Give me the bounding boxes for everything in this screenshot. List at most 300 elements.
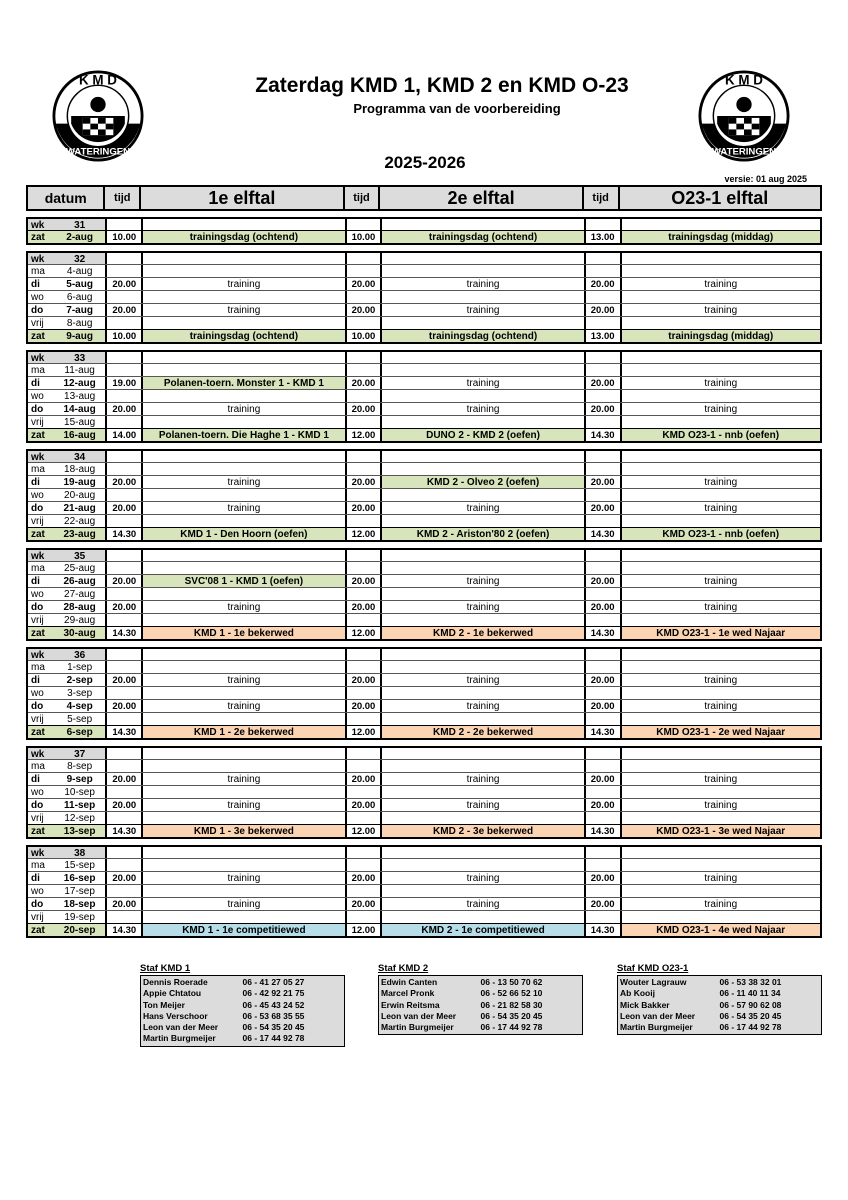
staff-name: Marcel Pronk <box>381 988 435 999</box>
time-cell-3: 13.00 <box>584 231 620 243</box>
time-cell-1: 14.30 <box>105 726 141 738</box>
event-cell-2 <box>380 390 583 402</box>
date-cell: 26-aug <box>63 576 96 587</box>
time-cell-3 <box>584 687 620 699</box>
svg-text:WATERINGEN: WATERINGEN <box>711 146 777 158</box>
event-cell-3: training <box>620 403 820 415</box>
event-cell-1: KMD 1 - 2e bekerwed <box>141 726 344 738</box>
event-cell-1: training <box>141 773 344 785</box>
header-tijd-3: tijd <box>584 187 620 209</box>
date-cell: 13-sep <box>54 825 106 837</box>
svg-text:K M D: K M D <box>725 72 763 88</box>
week-label: wk <box>28 451 54 462</box>
staff-title: Staf KMD 2 <box>378 963 429 974</box>
time-cell-2 <box>345 317 381 329</box>
event-cell-2 <box>380 291 583 303</box>
day-cell: ma <box>31 563 45 574</box>
staff-phone: 06 - 54 35 20 45 <box>242 1022 305 1033</box>
schedule-row <box>28 587 820 600</box>
date-cell: 21-aug <box>63 503 96 514</box>
day-cell: wo <box>31 391 44 402</box>
event-cell-1: training <box>141 278 344 290</box>
staff-member <box>143 1000 342 1011</box>
staff-name: Leon van der Meer <box>143 1022 219 1033</box>
time-cell-3: 14.30 <box>584 924 620 936</box>
time-cell-2 <box>345 687 381 699</box>
time-cell-1 <box>105 760 141 772</box>
schedule-row <box>28 858 820 871</box>
time-cell-3 <box>584 885 620 897</box>
date-cell: 11-aug <box>64 365 95 376</box>
schedule-row <box>28 303 820 316</box>
date-cell: 15-sep <box>64 860 95 871</box>
time-cell-1 <box>105 416 141 428</box>
date-cell: 20-aug <box>64 490 96 501</box>
event-cell-3: training <box>620 278 820 290</box>
event-cell-3: trainingsdag (middag) <box>620 330 820 342</box>
time-cell-1: 20.00 <box>105 898 141 910</box>
date-cell: 4-sep <box>66 701 93 712</box>
time-cell-2: 20.00 <box>345 575 381 587</box>
week-label: wk <box>28 748 54 759</box>
time-cell-2 <box>345 416 381 428</box>
schedule-row <box>28 389 820 402</box>
event-cell-3: training <box>620 872 820 884</box>
event-cell-2: training <box>380 304 583 316</box>
event-cell-3: training <box>620 502 820 514</box>
time-cell-1 <box>105 713 141 725</box>
date-cell: 23-aug <box>54 528 106 540</box>
staff-member <box>620 1000 819 1011</box>
event-cell-2: trainingsdag (ochtend) <box>380 330 583 342</box>
staff-phone: 06 - 11 40 11 34 <box>719 988 781 999</box>
week-number: 33 <box>54 352 106 363</box>
time-cell-1: 20.00 <box>105 304 141 316</box>
event-cell-3 <box>620 614 820 626</box>
time-cell-1: 20.00 <box>105 773 141 785</box>
week-row <box>28 746 820 759</box>
event-cell-2: KMD 2 - 3e bekerwed <box>380 825 583 837</box>
time-cell-1: 20.00 <box>105 872 141 884</box>
event-cell-1: KMD 1 - Den Hoorn (oefen) <box>141 528 344 540</box>
schedule-row <box>28 290 820 303</box>
schedule-row <box>28 772 820 785</box>
schedule-row <box>28 561 820 574</box>
day-cell: ma <box>31 761 45 772</box>
time-cell-2: 20.00 <box>345 700 381 712</box>
day-cell: zat <box>28 726 54 738</box>
date-cell: 4-aug <box>66 266 93 277</box>
time-cell-1: 10.00 <box>105 330 141 342</box>
time-cell-2: 20.00 <box>345 601 381 613</box>
week-block <box>26 217 822 245</box>
date-cell: 7-aug <box>66 305 93 316</box>
event-cell-1 <box>141 317 344 329</box>
schedule-row <box>28 488 820 501</box>
time-cell-1 <box>105 786 141 798</box>
staff-phone: 06 - 17 44 92 78 <box>719 1022 782 1033</box>
day-cell: do <box>31 800 44 811</box>
event-cell-3: KMD O23-1 - nnb (oefen) <box>620 429 820 441</box>
time-cell-3: 20.00 <box>584 700 620 712</box>
day-cell: di <box>31 477 40 488</box>
date-cell: 16-sep <box>63 873 96 884</box>
time-cell-3: 13.00 <box>584 330 620 342</box>
staff-phone: 06 - 53 68 35 55 <box>242 1010 305 1021</box>
time-cell-2 <box>345 614 381 626</box>
time-cell-1: 19.00 <box>105 377 141 389</box>
day-cell: ma <box>31 662 45 673</box>
time-cell-3: 20.00 <box>584 476 620 488</box>
header-team-3: O23-1 elftal <box>671 187 769 208</box>
date-cell: 10-sep <box>64 787 95 798</box>
event-cell-2: DUNO 2 - KMD 2 (oefen) <box>380 429 583 441</box>
event-cell-1: training <box>141 898 344 910</box>
time-cell-3: 20.00 <box>584 674 620 686</box>
week-block <box>26 746 822 839</box>
week-label: wk <box>28 550 54 561</box>
staff-phone: 06 - 42 92 21 75 <box>242 988 305 999</box>
time-cell-2 <box>345 390 381 402</box>
event-cell-2: training <box>380 898 583 910</box>
time-cell-2 <box>345 885 381 897</box>
staff-name: Leon van der Meer <box>381 1010 457 1021</box>
day-cell: vrij <box>31 714 44 725</box>
day-cell: wo <box>31 292 44 303</box>
schedule-row <box>28 923 820 936</box>
time-cell-3 <box>584 489 620 501</box>
event-cell-3 <box>620 760 820 772</box>
time-cell-3: 14.30 <box>584 429 620 441</box>
event-cell-3: training <box>620 377 820 389</box>
time-cell-3: 20.00 <box>584 898 620 910</box>
event-cell-3 <box>620 911 820 923</box>
weeks-container <box>26 217 822 938</box>
day-cell: ma <box>31 860 45 871</box>
date-cell: 27-aug <box>64 589 96 600</box>
date-cell: 9-sep <box>66 774 93 785</box>
date-cell: 18-sep <box>63 899 96 910</box>
week-block <box>26 350 822 443</box>
staff-member <box>620 1011 819 1022</box>
event-cell-2: training <box>380 403 583 415</box>
staff-block <box>378 963 583 1035</box>
time-cell-1 <box>105 291 141 303</box>
schedule-row <box>28 363 820 376</box>
staff-name: Hans Verschoor <box>143 1010 208 1021</box>
schedule-row <box>28 798 820 811</box>
schedule-row <box>28 660 820 673</box>
staff-name: Leon van der Meer <box>620 1010 696 1021</box>
schedule-row <box>28 897 820 910</box>
schedule-row <box>28 264 820 277</box>
event-cell-3 <box>620 687 820 699</box>
staff-phone: 06 - 57 90 62 08 <box>719 999 782 1010</box>
event-cell-2: training <box>380 502 583 514</box>
event-cell-2: KMD 2 - Olveo 2 (oefen) <box>380 476 583 488</box>
schedule-row <box>28 329 820 342</box>
event-cell-1: SVC'08 1 - KMD 1 (oefen) <box>141 575 344 587</box>
day-cell: wo <box>31 589 44 600</box>
event-cell-3 <box>620 859 820 871</box>
week-label: wk <box>28 219 54 230</box>
day-cell: wo <box>31 787 44 798</box>
week-label: wk <box>28 253 54 264</box>
time-cell-3 <box>584 661 620 673</box>
time-cell-1: 20.00 <box>105 700 141 712</box>
event-cell-2 <box>380 463 583 475</box>
date-cell: 18-aug <box>64 464 96 475</box>
event-cell-1 <box>141 661 344 673</box>
time-cell-1: 14.30 <box>105 924 141 936</box>
time-cell-2: 20.00 <box>345 799 381 811</box>
event-cell-2: training <box>380 700 583 712</box>
schedule-row <box>28 712 820 725</box>
week-label: wk <box>28 847 54 858</box>
time-cell-2: 12.00 <box>345 825 381 837</box>
event-cell-2 <box>380 661 583 673</box>
time-cell-1 <box>105 614 141 626</box>
schedule-row <box>28 514 820 527</box>
staff-phone: 06 - 21 82 58 30 <box>480 999 543 1010</box>
schedule-row <box>28 230 820 243</box>
time-cell-2: 12.00 <box>345 726 381 738</box>
schedule-row <box>28 824 820 837</box>
time-cell-1: 14.30 <box>105 627 141 639</box>
version-label: versie: 01 aug 2025 <box>724 174 807 184</box>
week-row <box>28 845 820 858</box>
header-team-2: 2e elftal <box>380 187 583 209</box>
date-cell: 6-aug <box>66 292 93 303</box>
time-cell-3 <box>584 562 620 574</box>
day-cell: vrij <box>31 417 44 428</box>
staff-phone: 06 - 45 43 24 52 <box>242 999 305 1010</box>
time-cell-2 <box>345 291 381 303</box>
staff-member <box>381 977 580 988</box>
schedule-row <box>28 527 820 540</box>
schedule-row <box>28 910 820 923</box>
event-cell-2: training <box>380 601 583 613</box>
event-cell-3 <box>620 364 820 376</box>
date-cell: 16-aug <box>54 429 106 441</box>
staff-member <box>381 988 580 999</box>
event-cell-2 <box>380 562 583 574</box>
day-cell: zat <box>28 429 54 441</box>
event-cell-2: KMD 2 - Ariston'80 2 (oefen) <box>380 528 583 540</box>
event-cell-2: training <box>380 278 583 290</box>
event-cell-1 <box>141 562 344 574</box>
event-cell-1 <box>141 812 344 824</box>
time-cell-3 <box>584 364 620 376</box>
event-cell-2 <box>380 515 583 527</box>
staff-member <box>143 988 342 999</box>
time-cell-2 <box>345 812 381 824</box>
day-cell: vrij <box>31 813 44 824</box>
staff-member <box>620 988 819 999</box>
time-cell-2 <box>345 786 381 798</box>
time-cell-3 <box>584 588 620 600</box>
event-cell-3: trainingsdag (middag) <box>620 231 820 243</box>
week-number: 32 <box>54 253 106 264</box>
staff-member <box>620 1022 819 1033</box>
staff-block <box>617 963 822 1035</box>
week-number: 38 <box>54 847 106 858</box>
schedule-row <box>28 415 820 428</box>
time-cell-2: 20.00 <box>345 377 381 389</box>
event-cell-3: training <box>620 700 820 712</box>
day-cell: ma <box>31 365 45 376</box>
time-cell-2: 20.00 <box>345 278 381 290</box>
event-cell-2 <box>380 713 583 725</box>
time-cell-1: 20.00 <box>105 799 141 811</box>
time-cell-3 <box>584 859 620 871</box>
event-cell-2 <box>380 760 583 772</box>
time-cell-1: 20.00 <box>105 502 141 514</box>
time-cell-2 <box>345 515 381 527</box>
event-cell-2: training <box>380 674 583 686</box>
time-cell-2: 20.00 <box>345 674 381 686</box>
page-subtitle: Programma van de voorbereiding <box>353 101 561 116</box>
day-cell: di <box>31 873 40 884</box>
time-cell-1 <box>105 515 141 527</box>
time-cell-2: 20.00 <box>345 403 381 415</box>
date-cell: 8-sep <box>67 761 93 772</box>
time-cell-2: 12.00 <box>345 924 381 936</box>
event-cell-1 <box>141 713 344 725</box>
date-cell: 12-sep <box>64 813 95 824</box>
event-cell-3 <box>620 515 820 527</box>
event-cell-2 <box>380 317 583 329</box>
event-cell-1 <box>141 489 344 501</box>
day-cell: wo <box>31 688 44 699</box>
schedule-row <box>28 811 820 824</box>
time-cell-3 <box>584 911 620 923</box>
event-cell-3: training <box>620 304 820 316</box>
event-cell-3 <box>620 317 820 329</box>
time-cell-1 <box>105 812 141 824</box>
event-cell-1: training <box>141 799 344 811</box>
event-cell-1 <box>141 859 344 871</box>
date-cell: 29-aug <box>64 615 96 626</box>
schedule-row <box>28 686 820 699</box>
date-cell: 5-aug <box>66 279 93 290</box>
time-cell-1: 14.30 <box>105 528 141 540</box>
week-block <box>26 548 822 641</box>
schedule-row <box>28 402 820 415</box>
date-cell: 5-sep <box>67 714 93 725</box>
time-cell-2: 10.00 <box>345 231 381 243</box>
event-cell-3 <box>620 588 820 600</box>
header-tijd-2: tijd <box>345 187 381 209</box>
time-cell-2: 12.00 <box>345 528 381 540</box>
schedule-row <box>28 613 820 626</box>
date-cell: 15-aug <box>64 417 96 428</box>
date-cell: 13-aug <box>64 391 96 402</box>
time-cell-1 <box>105 317 141 329</box>
day-cell: di <box>31 774 40 785</box>
event-cell-2 <box>380 812 583 824</box>
time-cell-3: 20.00 <box>584 278 620 290</box>
time-cell-2: 12.00 <box>345 429 381 441</box>
week-row <box>28 449 820 462</box>
event-cell-1 <box>141 515 344 527</box>
event-cell-3: KMD O23-1 - 3e wed Najaar <box>620 825 820 837</box>
event-cell-1 <box>141 760 344 772</box>
day-cell: do <box>31 899 44 910</box>
date-cell: 8-aug <box>66 318 93 329</box>
week-row <box>28 217 820 230</box>
event-cell-3 <box>620 463 820 475</box>
staff-phone: 06 - 54 35 20 45 <box>719 1010 782 1021</box>
time-cell-2 <box>345 463 381 475</box>
event-cell-1 <box>141 390 344 402</box>
time-cell-3 <box>584 265 620 277</box>
schedule-row <box>28 725 820 738</box>
event-cell-2 <box>380 885 583 897</box>
event-cell-3 <box>620 812 820 824</box>
event-cell-3: KMD O23-1 - 4e wed Najaar <box>620 924 820 936</box>
event-cell-1: trainingsdag (ochtend) <box>141 330 344 342</box>
staff-member <box>143 977 342 988</box>
time-cell-3: 20.00 <box>584 575 620 587</box>
day-cell: do <box>31 701 44 712</box>
time-cell-3: 20.00 <box>584 872 620 884</box>
event-cell-1: training <box>141 872 344 884</box>
staff-name: Martin Burgmeijer <box>143 1033 216 1044</box>
time-cell-1 <box>105 265 141 277</box>
schedule-row <box>28 316 820 329</box>
event-cell-1: KMD 1 - 1e competitiewed <box>141 924 344 936</box>
schedule-row <box>28 673 820 686</box>
svg-text:K M D: K M D <box>79 72 117 88</box>
time-cell-2 <box>345 661 381 673</box>
date-cell: 6-sep <box>54 726 106 738</box>
event-cell-3 <box>620 786 820 798</box>
day-cell: vrij <box>31 516 44 527</box>
schedule-row <box>28 785 820 798</box>
time-cell-2 <box>345 760 381 772</box>
day-cell: vrij <box>31 318 44 329</box>
date-cell: 2-aug <box>54 231 106 243</box>
week-label: wk <box>28 352 54 363</box>
season-label: 2025-2026 <box>384 153 466 172</box>
time-cell-3 <box>584 760 620 772</box>
event-cell-3: training <box>620 674 820 686</box>
time-cell-2: 20.00 <box>345 773 381 785</box>
event-cell-1: Polanen-toern. Monster 1 - KMD 1 <box>141 377 344 389</box>
staff-name: Appie Chtatou <box>143 988 202 999</box>
event-cell-2: training <box>380 872 583 884</box>
time-cell-3 <box>584 390 620 402</box>
kmd-logo-left <box>50 70 146 162</box>
time-cell-1 <box>105 687 141 699</box>
week-row <box>28 548 820 561</box>
event-cell-1 <box>141 687 344 699</box>
time-cell-1 <box>105 463 141 475</box>
schedule-header <box>26 185 822 211</box>
time-cell-2 <box>345 713 381 725</box>
time-cell-3 <box>584 317 620 329</box>
event-cell-3: training <box>620 799 820 811</box>
time-cell-3 <box>584 291 620 303</box>
event-cell-1: training <box>141 476 344 488</box>
week-row <box>28 647 820 660</box>
event-cell-1: training <box>141 403 344 415</box>
day-cell: di <box>31 378 40 389</box>
time-cell-2 <box>345 265 381 277</box>
event-cell-1 <box>141 911 344 923</box>
schedule-row <box>28 376 820 389</box>
